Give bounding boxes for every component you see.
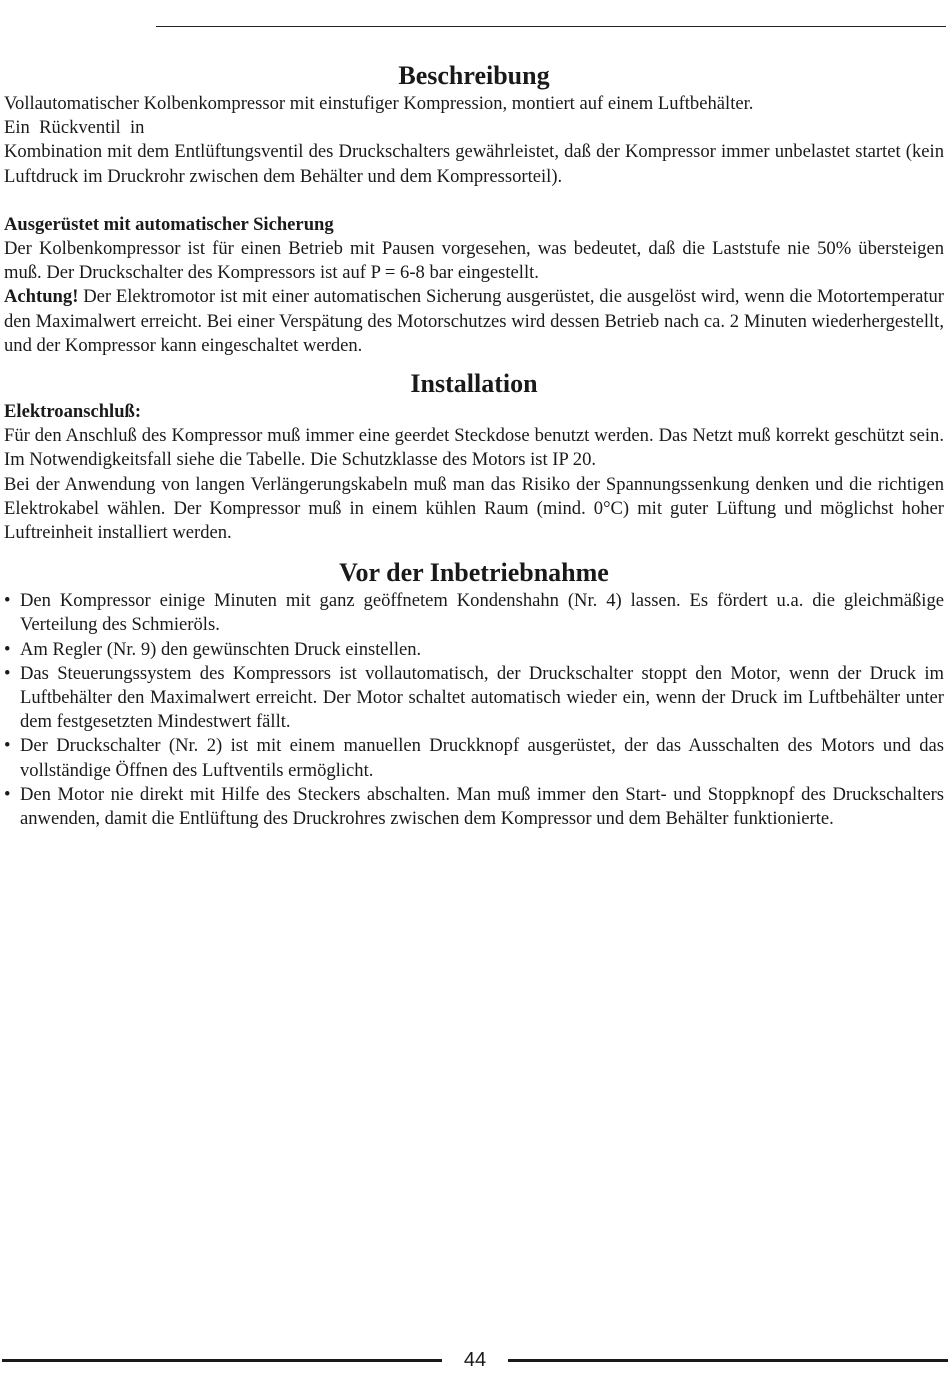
page-footer	[0, 1346, 950, 1374]
achtung-text: Der Elektromotor ist mit einer automatischen Sicherung ausgerüstet, die ausgelöst wird, wenn die Motortemperatur den Maximalwert erreicht. Bei einer Verspätung des Motorschutzes wird dessen Betrieb nach ca. 2 Minuten wiederhergestellt, und der Kompressor kann eingeschaltet werden.	[4, 286, 944, 356]
header-rule	[156, 26, 946, 27]
section-title-inbetriebnahme: Vor der Inbetriebnahme	[339, 558, 609, 588]
beschreibung-line-3: Kombination mit dem Entlüftungsventil des Druckschalters gewährleistet, daß der Kompressor immer unbelastet startet (kein Luftdruck im Druckrohr zwischen dem Behälter und dem Kompressorteil).	[4, 141, 944, 187]
list-item	[4, 589, 944, 637]
list-item	[4, 783, 944, 831]
list-item	[4, 638, 944, 662]
installation-paragraph-2: Bei der Anwendung von langen Verlängerungskabeln muß man das Risiko der Spannungssenkung denken und die richtigen Elektrokabel wählen. Der Kompressor muß in einem kühlen Raum (mind. 0°C) mit guter Lüftung und möglichst hoher Luftreinheit installiert werden.	[4, 473, 944, 544]
beschreibung-line-1: Vollautomatischer Kolbenkompressor mit einstufiger Kompression, montiert auf einem Luftbehälter.	[4, 93, 754, 114]
page-number: 44	[463, 1349, 487, 1371]
section-title-installation: Installation	[410, 369, 538, 399]
document-body	[4, 60, 944, 831]
spacer	[4, 189, 944, 213]
list-item-text: Den Kompressor einige Minuten mit ganz geöffnetem Kondenshahn (Nr. 4) lassen. Es fördert u.a. die gleichmäßige Verteilung des Schmieröls.	[20, 590, 944, 636]
list-item	[4, 734, 944, 782]
beschreibung-line-2: Ein Rückventil in	[4, 117, 145, 139]
subheading-elektroanschluss: Elektroanschluß:	[4, 401, 142, 423]
list-item-text: Den Motor nie direkt mit Hilfe des Steckers abschalten. Man muß immer den Start- und Stoppknopf des Druckschalters anwenden, damit die Entlüftung des Druckrohres zwischen dem Kompressor und dem Behälter funktionierte.	[20, 783, 944, 830]
list-item-text: Am Regler (Nr. 9) den gewünschten Druck einstellen.	[20, 638, 422, 660]
bullet-icon: •	[4, 735, 11, 757]
footer-rule-right	[508, 1359, 948, 1362]
section-title-beschreibung: Beschreibung	[398, 61, 550, 90]
list-item	[4, 662, 944, 735]
achtung-label: Achtung!	[4, 286, 79, 308]
installation-paragraph-1: Für den Anschluß des Kompressor muß immer eine geerdet Steckdose benutzt werden. Das Netzt muß korrekt geschützt sein. Im Notwendigkeitsfall siehe die Tabelle. Die Schutzklasse des Motors ist IP 20.	[4, 425, 944, 471]
sicherung-paragraph: Der Kolbenkompressor ist für einen Betrieb mit Pausen vorgesehen, was bedeutet, daß die Laststufe nie 50% übersteigen muß. Der Druckschalter des Kompressors ist auf P = 6-8 bar eingestellt.	[4, 238, 944, 284]
list-item-text: Das Steuerungssystem des Kompressors ist vollautomatisch, der Druckschalter stoppt den Motor, wenn der Druck im Luftbehälter den Maximalwert erreicht. Der Motor schaltet automatisch wieder ein, wenn der Druck im Luftbehälter unter dem festgesetzten Mindestwert fällt.	[20, 662, 944, 733]
subheading-sicherung: Ausgerüstet mit automatischer Sicherung	[4, 213, 334, 235]
bullet-icon: •	[4, 590, 11, 612]
bullet-icon: •	[4, 638, 11, 660]
list-item-text: Der Druckschalter (Nr. 2) ist mit einem manuellen Druckknopf ausgerüstet, der das Ausschalten des Motors und das vollständige Öffnen des Luftventils ermöglicht.	[20, 735, 944, 781]
inbetriebnahme-list	[4, 589, 944, 831]
bullet-icon: •	[4, 783, 11, 805]
footer-rule-left	[2, 1359, 442, 1362]
bullet-icon: •	[4, 662, 11, 684]
achtung-paragraph	[4, 285, 944, 358]
